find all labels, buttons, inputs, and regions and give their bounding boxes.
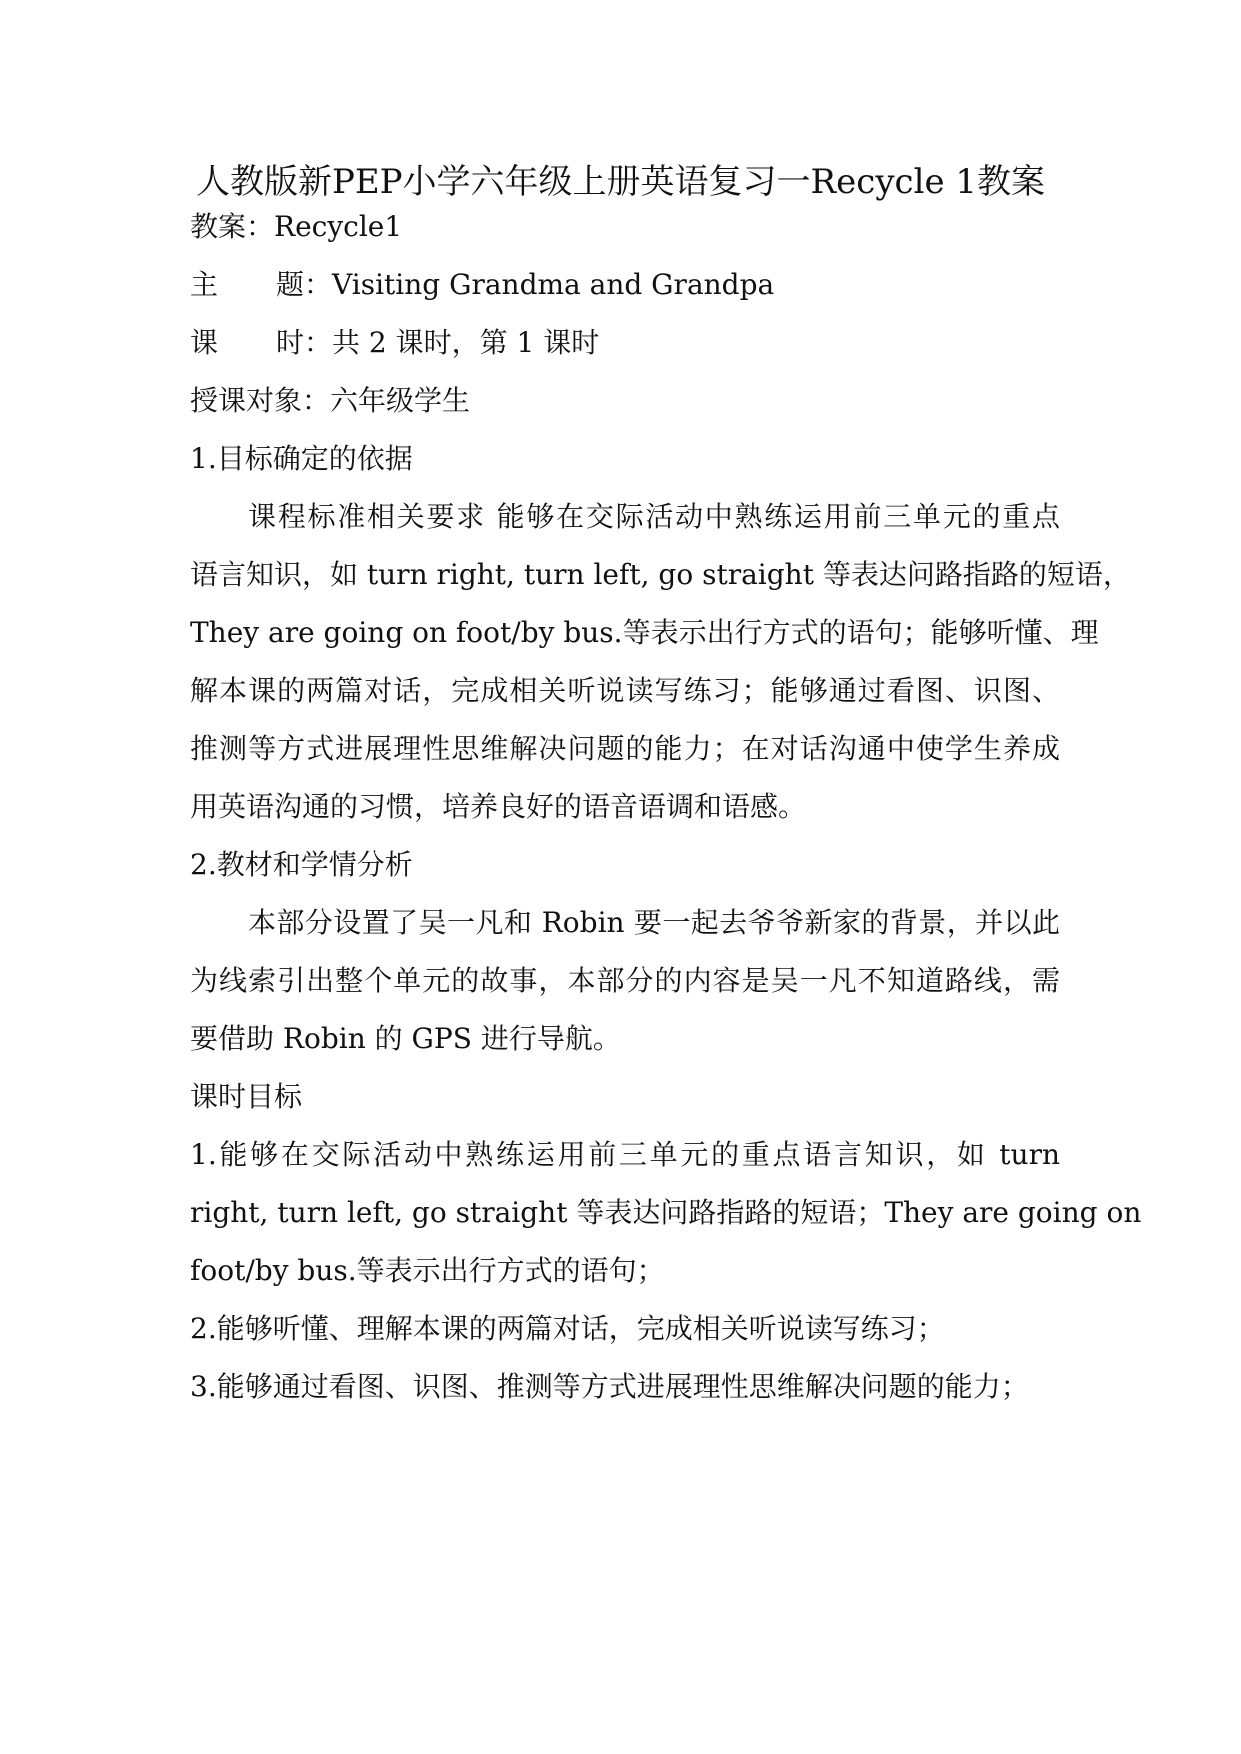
section1-line: They are going on foot/by bus.等表示出行方式的语句；能够听懂、理 bbox=[190, 616, 1099, 649]
lesson-plan-line: 教案：Recycle1 bbox=[190, 210, 403, 243]
section1-heading: 1.目标确定的依据 bbox=[190, 442, 413, 475]
objective-line: foot/by bus.等表示出行方式的语句； bbox=[190, 1254, 665, 1287]
period-label-char: 课 bbox=[190, 326, 219, 359]
topic-line bbox=[190, 268, 1060, 301]
section1-line: 语言知识，如 turn right, turn left, go straight 等表达问路指路的短语， bbox=[190, 558, 1131, 591]
objectives-heading: 课时目标 bbox=[190, 1080, 303, 1113]
period-value: 时：共 2 课时，第 1 课时 bbox=[276, 326, 600, 359]
topic-label-char: 主 bbox=[190, 268, 219, 301]
section2-line: 要借助 Robin 的 GPS 进行导航。 bbox=[190, 1022, 621, 1055]
topic-value: 题：Visiting Grandma and Grandpa bbox=[276, 268, 775, 301]
objective-line: 1.能够在交际活动中熟练运用前三单元的重点语言知识，如 turn bbox=[190, 1138, 1060, 1171]
objective-line: 3.能够通过看图、识图、推测等方式进展理性思维解决问题的能力； bbox=[190, 1370, 1029, 1403]
period-line bbox=[190, 326, 1060, 359]
section1-line: 课程标准相关要求 能够在交际活动中熟练运用前三单元的重点 bbox=[248, 500, 1060, 533]
section2-heading: 2.教材和学情分析 bbox=[190, 848, 413, 881]
section2-line: 本部分设置了吴一凡和 Robin 要一起去爷爷新家的背景，并以此 bbox=[248, 906, 1060, 939]
section1-line: 解本课的两篇对话，完成相关听说读写练习；能够通过看图、识图、 bbox=[190, 674, 1060, 707]
section1-line: 推测等方式进展理性思维解决问题的能力；在对话沟通中使学生养成 bbox=[190, 732, 1060, 765]
audience-line: 授课对象：六年级学生 bbox=[190, 384, 471, 417]
section1-line: 用英语沟通的习惯，培养良好的语音语调和语感。 bbox=[190, 790, 807, 823]
section2-line: 为线索引出整个单元的故事，本部分的内容是吴一凡不知道路线，需 bbox=[190, 964, 1060, 997]
objective-line: 2.能够听懂、理解本课的两篇对话，完成相关听说读写练习； bbox=[190, 1312, 945, 1345]
objective-line: right, turn left, go straight 等表达问路指路的短语；They are going on bbox=[190, 1196, 1142, 1229]
document-title: 人教版新PEP小学六年级上册英语复习一Recycle 1教案 bbox=[195, 162, 1046, 202]
